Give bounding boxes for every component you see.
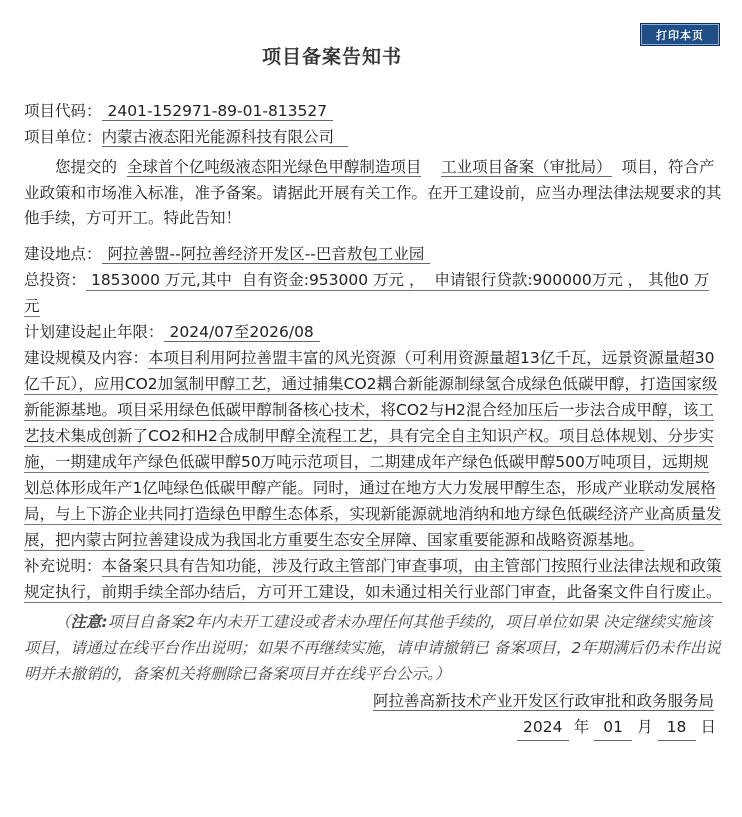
note-text: 项目自备案2年内未开工建设或者未办理任何其他手续的，项目单位如果 决定继续实施该项目，请通过在线平台作出说明；如果不再继续实施，请申请撤销已 备案项目，2年期满后仍未作出说明并未撤销的，备案机关将删除已备案项目并在线平台公示。） — [24, 612, 721, 683]
note-label: 注意: — [70, 612, 108, 631]
date-year-label: 年 — [573, 717, 590, 736]
supplement-row — [24, 553, 722, 605]
investment-bank-loan: 申请银行贷款:900000万元 ， — [434, 270, 644, 289]
project-code-value: 2401-152971-89-01-813527 — [102, 102, 334, 121]
print-button[interactable]: 打印本页 — [640, 23, 720, 46]
scale-label: 建设规模及内容： — [24, 348, 149, 367]
location-value: 阿拉善盟--阿拉善经济开发区--巴音敖包工业园 — [102, 245, 431, 264]
date-day-label: 日 — [700, 717, 716, 736]
investment-label: 总投资： — [24, 270, 87, 289]
notice-prefix: 您提交的 — [55, 158, 118, 176]
project-code-row — [24, 98, 722, 124]
project-unit-row — [24, 124, 722, 150]
notice-body — [24, 98, 722, 741]
page-title: 项目备案告知书 — [261, 46, 402, 68]
period-value: 2024/07至2026/08 — [164, 323, 320, 342]
issuer-name: 阿拉善高新技术产业开发区行政审批和政务服务局 — [372, 691, 714, 710]
supplement-label: 补充说明： — [24, 556, 102, 575]
investment-total: 1853000 — [90, 270, 160, 289]
investment-other: 其他0 万元 — [24, 270, 710, 315]
notice-paragraph — [24, 155, 722, 232]
note-paragraph — [24, 609, 722, 687]
location-row — [24, 241, 722, 267]
date-month-label: 月 — [637, 717, 653, 736]
note-open: （ — [55, 612, 71, 631]
project-unit-value: 内蒙古液态阳光能源科技有限公司 — [102, 128, 349, 147]
issue-date — [24, 714, 722, 741]
scale-row — [24, 345, 722, 553]
notice-suffix: 项目，符合产业政策和市场准入标准，准予备案。请据此开展有关工作。在开工建设前，应当办理法律法规要求的其他手续，方可开工。特此告知！ — [24, 158, 722, 227]
date-year: 2024 — [517, 714, 569, 741]
project-code-label: 项目代码： — [24, 102, 102, 120]
period-row — [24, 319, 722, 345]
investment-total-unit: 万元,其中 — [164, 270, 232, 289]
location-label: 建设地点： — [24, 244, 102, 263]
issuer — [24, 688, 722, 714]
investment-row — [24, 267, 722, 319]
period-label: 计划建设起止年限： — [24, 322, 164, 341]
investment-own-funds: 自有资金:953000 万元 ， — [241, 270, 425, 289]
notice-project-name: 全球首个亿吨级液态阳光绿色甲醇制造项目 — [126, 158, 422, 176]
project-unit-label: 项目单位： — [24, 128, 102, 146]
notice-filing-type: 工业项目备案（审批局） — [441, 158, 612, 176]
scale-value: 本项目利用阿拉善盟丰富的风光资源（可利用资源量超13亿千瓦，远景资源量超30亿千瓦），应用CO2加氢制甲醇工艺，通过捕集CO2耦合新能源制绿氢合成绿色低碳甲醇，打造国家级新能源基地。项目采用绿色低碳甲醇制备核心技术，将CO2与H2混合经加压后一步法合成甲醇，该工艺技术集成创新了CO2和H2合成制甲醇全流程工艺，具有完全自主知识产权。项目总体规划、分步实施，一期建成年产绿色低碳甲醇50万吨示范项目，二期建成年产绿色低碳甲醇500万吨项目，远期规划总体形成年产1亿吨绿色低碳甲醇产能。同时，通过在地方大力发展甲醇生态，形成产业联动发展格局，与上下游企业共同打造绿色甲醇生态体系，实现新能源就地消纳和地方绿色低碳经济产业高质量发展，把内蒙古阿拉善建设成为我国北方重要生态安全屏障、国家重要能源和战略资源基地。 — [24, 348, 722, 549]
supplement-value: 本备案只具有告知功能，涉及行政主管部门审查事项，由主管部门按照行业法律法规和政策规定执行，前期手续全部办结后，方可开工建设，如未通过相关行业部门审查，此备案文件自行废止。 — [24, 556, 722, 601]
date-month: 01 — [594, 714, 632, 741]
date-day: 18 — [658, 714, 696, 741]
